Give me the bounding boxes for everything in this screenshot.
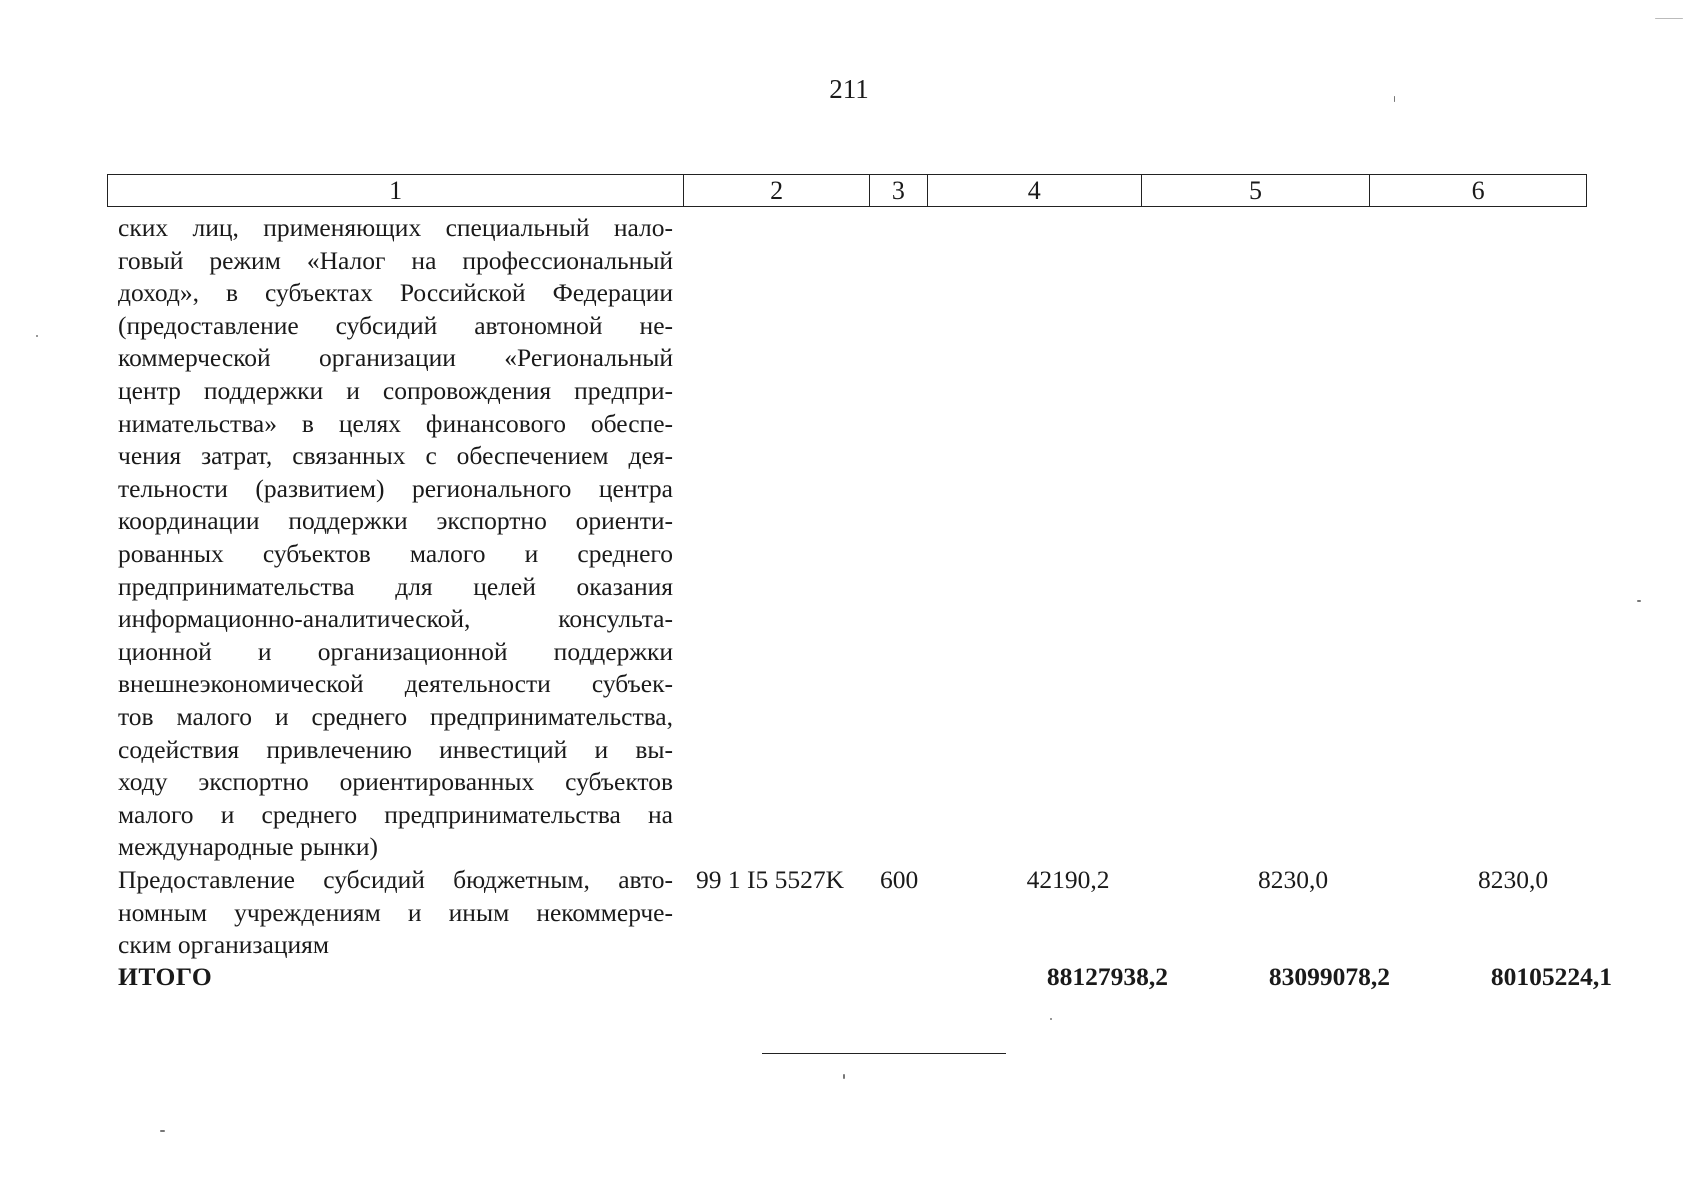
- total-row: [118, 961, 1612, 995]
- description-line: (предоставление субсидий автономной не-: [118, 310, 673, 340]
- column-header-4: 4: [928, 175, 1142, 206]
- total-value-5: 83099078,2: [1268, 962, 1390, 991]
- description-line: ским организациям: [118, 930, 329, 960]
- description-line: малого и среднего предпринимательства на: [118, 799, 673, 829]
- column-header-3: 3: [870, 175, 928, 206]
- row-value-6: 8230,0: [1477, 865, 1549, 894]
- description-line: тов малого и среднего предпринимательства,: [118, 701, 673, 731]
- column-header-5: 5: [1142, 175, 1371, 206]
- description-line: ходу экспортно ориентированных субъектов: [118, 767, 673, 797]
- description-line: центр поддержки и сопровождения предпри-: [118, 375, 673, 405]
- description-line: номным учреждениям и иным некоммерче-: [118, 897, 673, 927]
- total-value-4: 88127938,2: [1046, 962, 1168, 991]
- table-row: [118, 864, 1588, 964]
- description-line: координации поддержки экспортно ориенти-: [118, 506, 673, 536]
- description-line: доход», в субъектах Российской Федерации: [118, 278, 673, 308]
- description-line: международные рынки): [118, 832, 379, 862]
- description-line: Предоставление субсидий бюджетным, авто-: [118, 865, 673, 894]
- description-line: рованных субъектов малого и среднего: [118, 538, 673, 568]
- row-value-4: 42190,2: [1026, 865, 1110, 894]
- description-line: коммерческой организации «Региональный: [118, 343, 673, 373]
- description-line: говый режим «Налог на профессиональный: [118, 245, 673, 275]
- description-line: тельности (развитием) регионального центра: [118, 473, 673, 503]
- description-line: ционной и организационной поддержки: [118, 636, 673, 666]
- column-header-1: 1: [108, 175, 684, 206]
- total-label: ИТОГО: [118, 962, 213, 991]
- description-line: предпринимательства для целей оказания: [118, 571, 673, 601]
- description-line: ских лиц, применяющих специальный нало-: [118, 213, 673, 242]
- scan-speck: [160, 1130, 165, 1132]
- scan-speck: [843, 1074, 845, 1079]
- description-line: чения затрат, связанных с обеспечением дея-: [118, 441, 673, 471]
- scan-speck: [1655, 18, 1683, 19]
- row-expense-type: 600: [880, 865, 919, 894]
- end-rule: [762, 1053, 1006, 1054]
- description-line: информационно-аналитической, консульта-: [118, 604, 673, 634]
- total-value-6: 80105224,1: [1490, 962, 1612, 991]
- description-line: внешнеэкономической деятельности субъек-: [118, 669, 673, 699]
- row-code: 99 1 I5 5527K: [696, 865, 845, 894]
- row-value-5: 8230,0: [1257, 865, 1329, 894]
- continued-description: [118, 212, 673, 864]
- column-header-6: 6: [1471, 176, 1485, 205]
- description-line: содействия привлечению инвестиций и вы-: [118, 734, 673, 764]
- page-number: 211: [829, 74, 869, 104]
- scan-speck: [36, 335, 38, 337]
- table-header-row: [107, 174, 1587, 207]
- scan-speck: [1050, 1018, 1052, 1020]
- column-header-2: 2: [684, 175, 870, 206]
- description-line: нимательства» в целях финансового обеспе-: [118, 408, 673, 438]
- scan-speck: [1637, 600, 1641, 602]
- scan-speck: [1394, 96, 1395, 102]
- row-description: [118, 864, 673, 962]
